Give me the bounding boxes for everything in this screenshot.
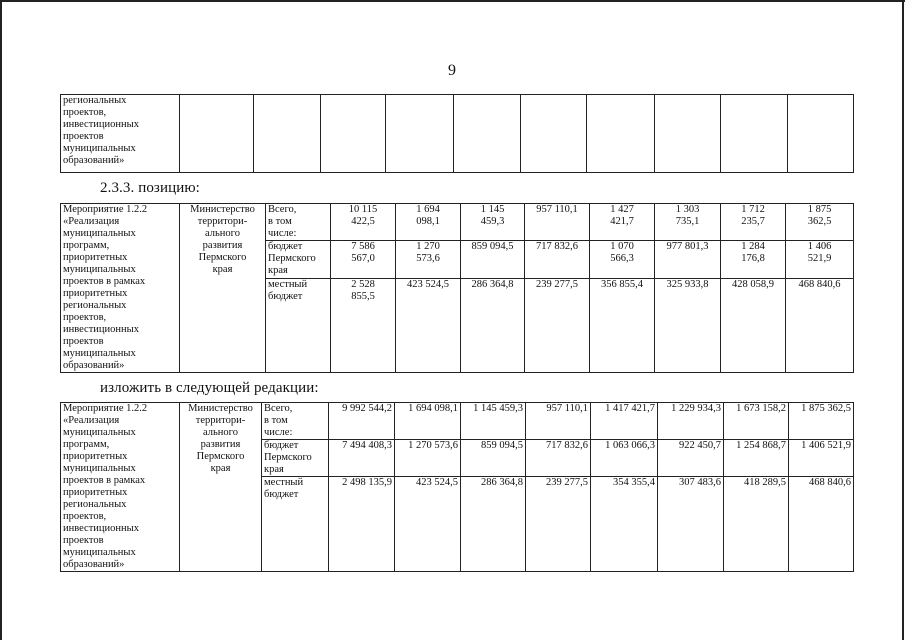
section-title: 2.3.3. позицию: — [100, 180, 200, 196]
amount-line: 362,5 — [807, 216, 832, 227]
amount-cell: 7 494 408,3 — [329, 440, 395, 477]
executor-line: развития — [200, 439, 241, 450]
amount-cell — [396, 279, 461, 373]
measure-name-line: приоритетных — [63, 451, 128, 462]
funding-source-line: Всего, — [264, 403, 293, 414]
amount-cell — [331, 241, 396, 279]
executor-line: Министерство — [188, 403, 253, 414]
amount-cell — [461, 279, 525, 373]
measure-name-line: муниципальных — [63, 228, 136, 239]
amount-line: 735,1 — [675, 216, 700, 227]
amount-cell — [655, 279, 721, 373]
measure-name-line: проектов — [63, 336, 104, 347]
empty-cell — [254, 95, 321, 173]
empty-cell — [180, 95, 254, 173]
amount-line: 239 277,5 — [536, 279, 578, 290]
funding-source-cell — [262, 403, 329, 440]
amount-line: 1 712 — [741, 204, 765, 215]
amount-cell — [590, 279, 655, 373]
empty-cell — [655, 95, 721, 173]
table-row — [61, 95, 854, 173]
executor-line: территори- — [197, 216, 248, 227]
measure-name-cell — [61, 204, 180, 373]
measure-name-line: Мероприятие 1.2.2 — [63, 403, 148, 414]
amount-line: 567,0 — [351, 253, 375, 264]
amount-cell: 2 498 135,9 — [329, 477, 395, 572]
amount-cell — [590, 241, 655, 279]
amount-cell: 1 229 934,3 — [658, 403, 724, 440]
empty-cell — [721, 95, 788, 173]
amount-cell: 239 277,5 — [526, 477, 591, 572]
new-position-table — [60, 402, 854, 572]
amount-line: 468 840,6 — [798, 279, 841, 290]
measure-name-line: инвестиционных — [63, 324, 139, 335]
amount-cell — [590, 204, 655, 241]
amount-cell: 1 417 421,7 — [591, 403, 658, 440]
measure-name-line: приоритетных — [63, 288, 128, 299]
amount-cell: 922 450,7 — [658, 440, 724, 477]
amount-cell — [786, 241, 854, 279]
amount-cell — [331, 204, 396, 241]
amount-line: 2 528 — [351, 279, 375, 290]
amount-cell — [525, 204, 590, 241]
executor-line: ального — [203, 427, 238, 438]
executor-line: территори- — [195, 415, 246, 426]
amount-cell — [721, 241, 786, 279]
amount-line: 1 427 — [610, 204, 634, 215]
measure-name-line: образований» — [63, 155, 125, 166]
measure-name-line: «Реализация — [63, 216, 120, 227]
empty-cell — [321, 95, 386, 173]
measure-name-line: проектов в рамках — [63, 475, 146, 486]
measure-name-line: муниципальных — [63, 264, 136, 275]
amount-line: 977 801,3 — [666, 241, 709, 252]
amount-cell: 1 673 158,2 — [724, 403, 789, 440]
amount-line: 286 364,8 — [471, 279, 514, 290]
measure-name-line: региональных — [63, 499, 127, 510]
page-frame-top — [0, 0, 905, 2]
amount-line: 717 832,6 — [536, 241, 578, 252]
measure-name-line: проектов, — [63, 312, 107, 323]
measure-name-line: муниципальных — [63, 463, 136, 474]
amount-line: 10 115 — [348, 204, 378, 215]
measure-name-line: муниципальных — [63, 348, 136, 359]
amount-cell: 286 364,8 — [461, 477, 526, 572]
measure-name-line: «Реализация — [63, 415, 120, 426]
amount-cell — [786, 204, 854, 241]
funding-source-line: Пермского — [264, 452, 312, 463]
amount-cell — [525, 241, 590, 279]
amount-cell: 307 483,6 — [658, 477, 724, 572]
amount-line: 098,1 — [416, 216, 440, 227]
measure-name-line: инвестиционных — [63, 523, 139, 534]
funding-source-line: бюджет — [264, 489, 299, 500]
funding-source-line: бюджет — [268, 291, 303, 302]
amount-cell — [525, 279, 590, 373]
measure-name-line: приоритетных — [63, 252, 128, 263]
funding-source-line: бюджет — [264, 440, 299, 451]
table-row — [61, 403, 854, 440]
amount-cell — [655, 204, 721, 241]
funding-source-line: в том — [268, 216, 292, 227]
empty-cell — [788, 95, 854, 173]
measure-name-cell — [61, 95, 180, 173]
amount-cell: 354 355,4 — [591, 477, 658, 572]
new-section-title: изложить в следующей редакции: — [100, 380, 319, 396]
amount-cell — [461, 204, 525, 241]
funding-source-line: в том — [264, 415, 288, 426]
amount-cell: 1 406 521,9 — [789, 440, 854, 477]
amount-line: 859 094,5 — [471, 241, 514, 252]
executor-line: Пермского — [198, 252, 247, 263]
measure-name-line: проектов — [63, 131, 104, 142]
measure-name-line: программ, — [63, 240, 110, 251]
amount-line: 957 110,1 — [536, 204, 578, 215]
amount-line: 855,5 — [351, 291, 375, 302]
amount-line: 1 694 — [416, 204, 440, 215]
amount-cell: 1 270 573,6 — [395, 440, 461, 477]
funding-source-line: бюджет — [268, 241, 303, 252]
executor-line: развития — [202, 240, 243, 251]
amount-line: 176,8 — [741, 253, 765, 264]
funding-source-line: местный — [268, 279, 308, 290]
amount-line: 1 070 — [610, 241, 634, 252]
table-row — [61, 204, 854, 241]
amount-line: 1 145 — [480, 204, 505, 215]
measure-name-line: региональных — [63, 95, 127, 106]
amount-cell — [721, 204, 786, 241]
amount-line: 235,7 — [741, 216, 765, 227]
amount-line: 459,3 — [480, 216, 505, 227]
funding-source-line: числе: — [264, 427, 293, 438]
measure-name-line: муниципальных — [63, 427, 136, 438]
measure-name-line: инвестиционных — [63, 119, 139, 130]
amount-line: 566,3 — [610, 253, 634, 264]
amount-line: 423 524,5 — [407, 279, 449, 290]
amount-line: 325 933,8 — [666, 279, 709, 290]
amount-line: 1 406 — [807, 241, 832, 252]
amount-cell — [461, 241, 525, 279]
executor-line: края — [210, 463, 231, 474]
amount-cell: 1 254 868,7 — [724, 440, 789, 477]
executor-cell — [180, 403, 262, 572]
amount-line: 421,7 — [610, 216, 634, 227]
executor-line: края — [212, 264, 233, 275]
page-frame-left — [0, 0, 2, 640]
measure-name-cell — [61, 403, 180, 572]
measure-name-line: образований» — [63, 559, 125, 570]
funding-source-line: края — [268, 265, 288, 276]
continuation-table — [60, 94, 854, 173]
amount-cell — [331, 279, 396, 373]
amount-cell: 717 832,6 — [526, 440, 591, 477]
amount-cell: 859 094,5 — [461, 440, 526, 477]
amount-line: 422,5 — [351, 216, 375, 227]
measure-name-line: образований» — [63, 360, 125, 371]
empty-cell — [454, 95, 521, 173]
amount-cell — [396, 241, 461, 279]
amount-cell: 1 063 066,3 — [591, 440, 658, 477]
amount-cell — [721, 279, 786, 373]
executor-cell — [180, 204, 266, 373]
funding-source-line: числе: — [268, 228, 297, 239]
amount-cell — [786, 279, 854, 373]
funding-source-line: Пермского — [268, 253, 316, 264]
empty-cell — [587, 95, 655, 173]
measure-name-line: проектов, — [63, 107, 107, 118]
executor-line: Пермского — [196, 451, 245, 462]
funding-source-cell — [266, 279, 331, 373]
amount-line: 428 058,9 — [732, 279, 774, 290]
amount-line: 1 270 — [416, 241, 440, 252]
page-number: 9 — [448, 62, 456, 79]
funding-source-cell — [266, 241, 331, 279]
funding-source-line: края — [264, 464, 284, 475]
funding-source-cell — [262, 477, 329, 572]
amount-cell: 468 840,6 — [789, 477, 854, 572]
measure-name-line: проектов, — [63, 511, 107, 522]
page-frame-right — [902, 0, 904, 640]
measure-name-line: проектов в рамках — [63, 276, 146, 287]
amount-line: 521,9 — [807, 253, 832, 264]
amount-cell — [655, 241, 721, 279]
amount-line: 356 855,4 — [601, 279, 643, 290]
measure-name-line: приоритетных — [63, 487, 128, 498]
amount-cell — [396, 204, 461, 241]
amount-line: 1 284 — [741, 241, 765, 252]
funding-source-cell — [266, 204, 331, 241]
amount-line: 7 586 — [351, 241, 375, 252]
amount-cell: 9 992 544,2 — [329, 403, 395, 440]
amount-line: 573,6 — [416, 253, 440, 264]
funding-source-cell — [262, 440, 329, 477]
executor-line: ального — [205, 228, 240, 239]
amount-line: 1 303 — [675, 204, 700, 215]
measure-name-line: программ, — [63, 439, 110, 450]
amount-cell: 418 289,5 — [724, 477, 789, 572]
measure-name-line: Мероприятие 1.2.2 — [63, 204, 148, 215]
empty-cell — [521, 95, 587, 173]
amount-cell: 1 694 098,1 — [395, 403, 461, 440]
funding-source-line: местный — [264, 477, 304, 488]
amount-cell: 957 110,1 — [526, 403, 591, 440]
amount-cell: 423 524,5 — [395, 477, 461, 572]
measure-name-line: муниципальных — [63, 143, 136, 154]
funding-source-line: Всего, — [268, 204, 297, 215]
amount-cell: 1 875 362,5 — [789, 403, 854, 440]
measure-name-line: муниципальных — [63, 547, 136, 558]
measure-name-line: проектов — [63, 535, 104, 546]
executor-line: Министерство — [190, 204, 255, 215]
amount-cell: 1 145 459,3 — [461, 403, 526, 440]
empty-cell — [386, 95, 454, 173]
measure-name-line: региональных — [63, 300, 127, 311]
amount-line: 1 875 — [807, 204, 832, 215]
old-position-table — [60, 203, 854, 373]
